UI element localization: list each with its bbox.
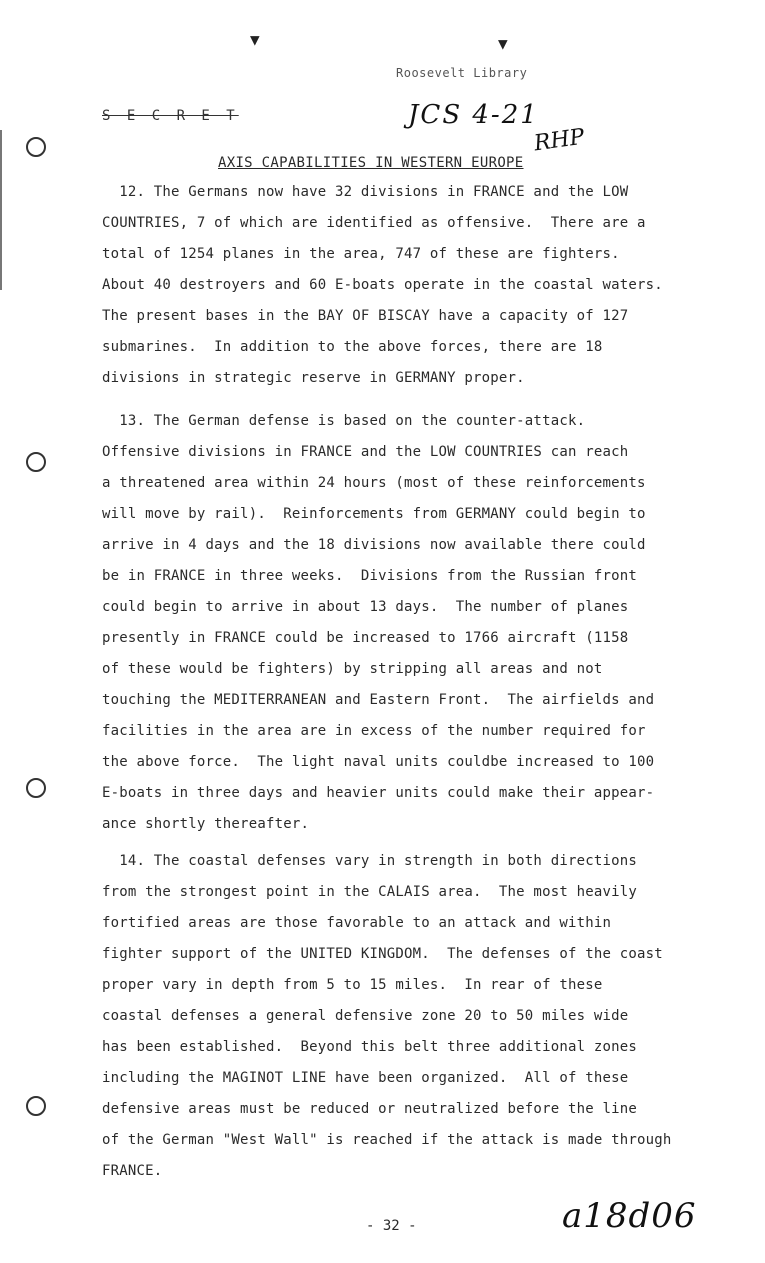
- document-title: AXIS CAPABILITIES IN WESTERN EUROPE: [218, 155, 524, 171]
- text-line: defensive areas must be reduced or neutralized before the line: [102, 1101, 637, 1117]
- text-line: fortified areas are those favorable to an attack and within: [102, 915, 612, 931]
- handwritten-archive-number: a18d06: [562, 1196, 697, 1236]
- text-line: ance shortly thereafter.: [102, 816, 310, 832]
- text-line: COUNTRIES, 7 of which are identified as offensive. There are a: [102, 215, 646, 231]
- text-line: will move by rail). Reinforcements from GERMANY could begin to: [102, 506, 646, 522]
- text-line: 13. The German defense is based on the counter-attack.: [102, 413, 586, 429]
- text-line: 12. The Germans now have 32 divisions in FRANCE and the LOW: [102, 184, 629, 200]
- staple-mark-icon: ▼: [250, 30, 260, 49]
- text-line: touching the MEDITERRANEAN and Eastern Front. The airfields and: [102, 692, 655, 708]
- handwritten-initials: RHP: [532, 124, 587, 157]
- text-line: including the MAGINOT LINE have been organized. All of these: [102, 1070, 629, 1086]
- punch-hole: [26, 778, 46, 798]
- text-line: arrive in 4 days and the 18 divisions now available there could: [102, 537, 646, 553]
- punch-hole: [26, 137, 46, 157]
- text-line: The present bases in the BAY OF BISCAY have a capacity of 127: [102, 308, 629, 324]
- text-line: fighter support of the UNITED KINGDOM. The defenses of the coast: [102, 946, 663, 962]
- text-line: About 40 destroyers and 60 E-boats operate in the coastal waters.: [102, 277, 663, 293]
- paragraph-14: [102, 846, 712, 1187]
- library-stamp: Roosevelt Library: [396, 66, 528, 80]
- text-line: has been established. Beyond this belt three additional zones: [102, 1039, 637, 1055]
- handwritten-document-code: JCS 4-21: [408, 100, 539, 130]
- classification-marking: S E C R E T: [102, 108, 239, 124]
- text-line: 14. The coastal defenses vary in strength in both directions: [102, 853, 637, 869]
- paragraph-13: [102, 406, 712, 840]
- text-line: from the strongest point in the CALAIS area. The most heavily: [102, 884, 637, 900]
- text-line: total of 1254 planes in the area, 747 of these are fighters.: [102, 246, 620, 262]
- text-line: divisions in strategic reserve in GERMANY proper.: [102, 370, 525, 386]
- text-line: Offensive divisions in FRANCE and the LOW COUNTRIES can reach: [102, 444, 629, 460]
- text-line: submarines. In addition to the above forces, there are 18: [102, 339, 603, 355]
- text-line: FRANCE.: [102, 1163, 163, 1179]
- text-line: of these would be fighters) by stripping all areas and not: [102, 661, 603, 677]
- page-number: - 32 -: [366, 1218, 417, 1234]
- text-line: proper vary in depth from 5 to 15 miles. In rear of these: [102, 977, 603, 993]
- page-edge-shadow: [0, 130, 2, 290]
- paragraph-12: [102, 177, 712, 394]
- text-line: coastal defenses a general defensive zone 20 to 50 miles wide: [102, 1008, 629, 1024]
- text-line: presently in FRANCE could be increased to 1766 aircraft (1158: [102, 630, 629, 646]
- text-line: facilities in the area are in excess of the number required for: [102, 723, 646, 739]
- text-line: of the German "West Wall" is reached if the attack is made through: [102, 1132, 672, 1148]
- punch-hole: [26, 452, 46, 472]
- text-line: could begin to arrive in about 13 days. The number of planes: [102, 599, 629, 615]
- punch-hole: [26, 1096, 46, 1116]
- staple-mark-icon: ▼: [498, 34, 508, 53]
- text-line: E-boats in three days and heavier units could make their appear-: [102, 785, 655, 801]
- text-line: be in FRANCE in three weeks. Divisions from the Russian front: [102, 568, 637, 584]
- text-line: a threatened area within 24 hours (most of these reinforcements: [102, 475, 646, 491]
- text-line: the above force. The light naval units couldbe increased to 100: [102, 754, 655, 770]
